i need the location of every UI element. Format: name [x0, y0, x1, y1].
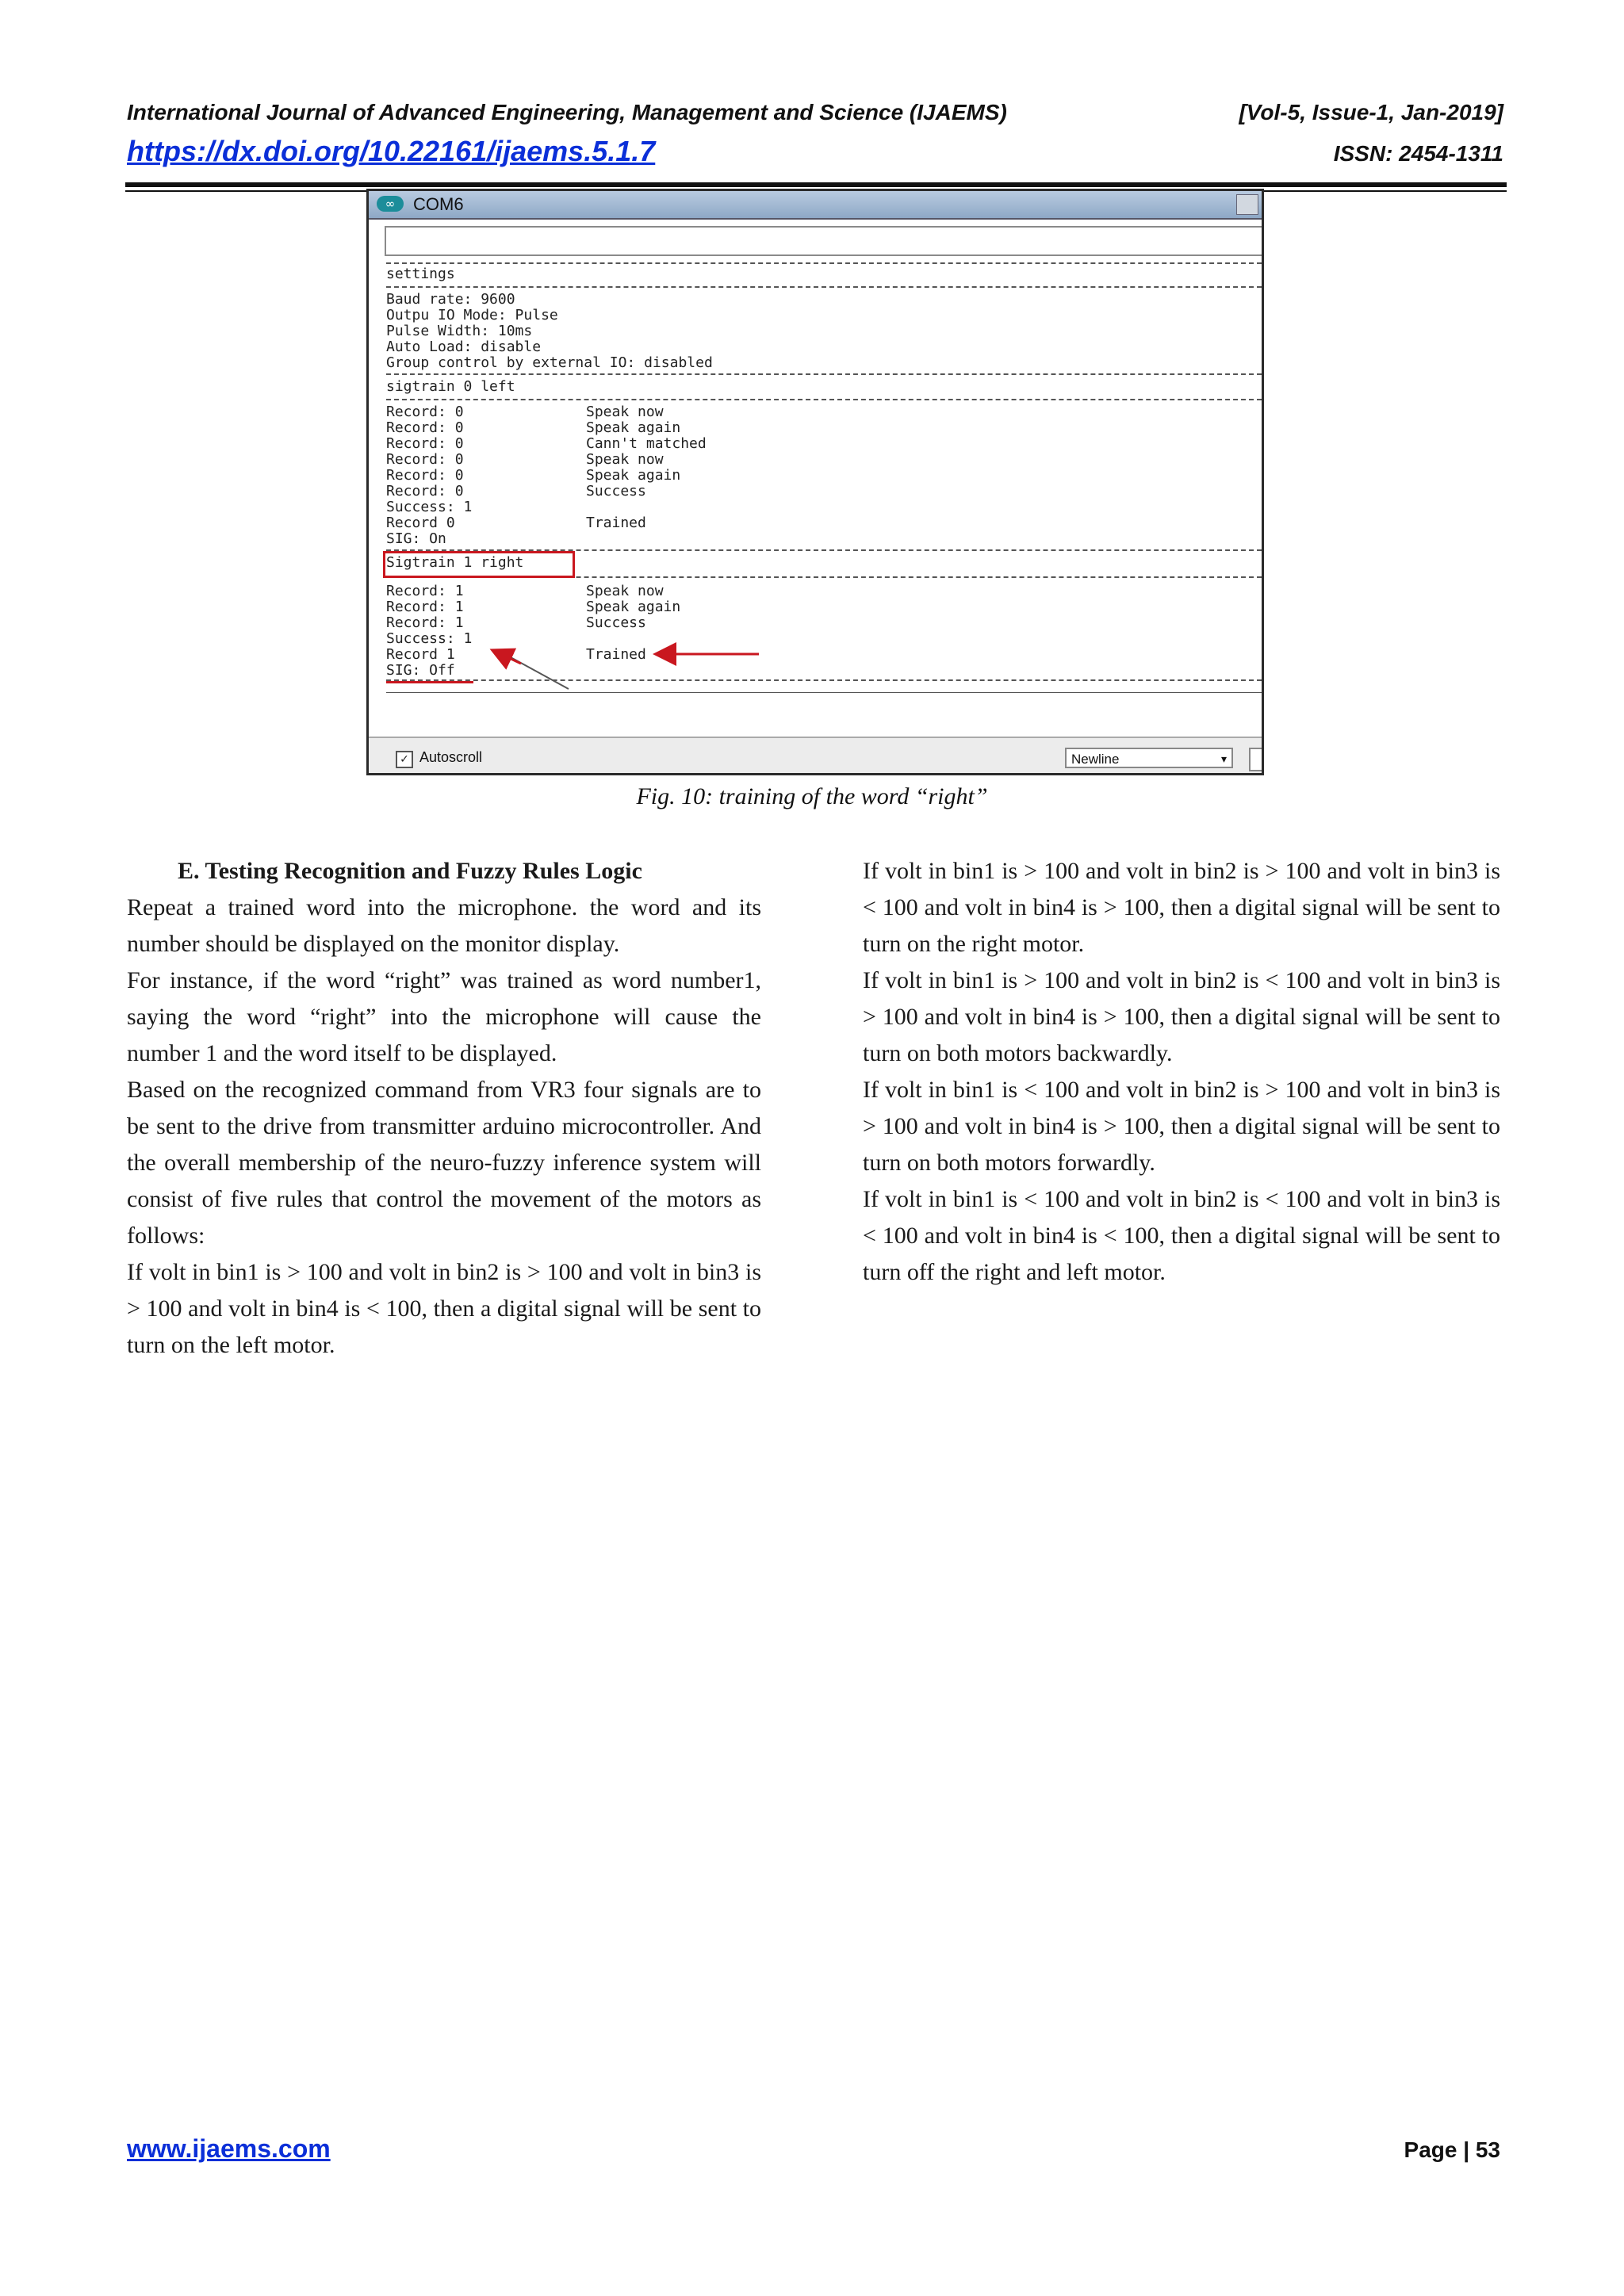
output-line: Success: 1	[386, 499, 473, 515]
output-line: Success: 1	[386, 630, 473, 647]
paragraph: Repeat a trained word into the microphone. the word and its number should be displayed on the monitor display.	[127, 894, 761, 957]
output-line: settings	[386, 266, 455, 282]
output-line: SIG: On	[386, 530, 446, 547]
output-line: Speak now	[586, 451, 664, 468]
output-line: Sigtrain 1 right	[386, 554, 524, 571]
window-titlebar	[369, 191, 1262, 220]
page-number: Page | 53	[1404, 2137, 1500, 2162]
chevron-down-icon: ▾	[1220, 753, 1227, 766]
arrow-to-record	[502, 652, 569, 689]
paragraph: For instance, if the word “right” was trained as word number1, saying the word “right” into the microphone will cause the number 1 and the word itself to be displayed.	[127, 967, 761, 1066]
output-line: Cann't matched	[586, 435, 707, 452]
serial-send-input	[385, 226, 1262, 256]
section-heading: E. Testing Recognition and Fuzzy Rules Logic	[178, 858, 642, 884]
paragraph: If volt in bin1 is < 100 and volt in bin2 is > 100 and volt in bin3 is > 100 and volt in bin4 is > 100, then a digital signal will be sent to turn on both motors forwardly.	[863, 1077, 1500, 1176]
window-title: COM6	[413, 194, 464, 214]
autoscroll-label: Autoscroll	[419, 749, 483, 765]
serial-output	[386, 261, 1262, 729]
doi-link[interactable]: https://dx.doi.org/10.22161/ijaems.5.1.7	[127, 135, 656, 167]
journal-title: International Journal of Advanced Engineering, Management and Science (IJAEMS)	[127, 100, 1007, 124]
output-line: Record: 0	[386, 483, 464, 499]
serial-monitor-screenshot	[366, 189, 1264, 775]
paragraph: Based on the recognized command from VR3 four signals are to be sent to the drive from transmitter arduino microcontroller. And the overall membership of the neuro-fuzzy inference system will consist of five rules that control the movement of the motors as follows:	[127, 1077, 761, 1249]
output-line: Record: 1	[386, 614, 464, 631]
output-line: Pulse Width: 10ms	[386, 323, 533, 339]
output-line: Speak now	[586, 583, 664, 599]
output-line: Outpu IO Mode: Pulse	[386, 307, 558, 323]
output-line: Record: 0	[386, 435, 464, 452]
output-line: Auto Load: disable	[386, 339, 542, 355]
window-control-icon	[1236, 194, 1258, 215]
footer-website-link[interactable]: www.ijaems.com	[127, 2134, 331, 2163]
output-line: Speak now	[586, 404, 664, 420]
annotation-arrows	[386, 261, 767, 705]
output-line: sigtrain 0 left	[386, 378, 515, 395]
issn: ISSN: 2454-1311	[1333, 141, 1503, 166]
volume-issue: [Vol-5, Issue-1, Jan-2019]	[1239, 100, 1503, 124]
header-rule	[125, 182, 1507, 187]
paragraph: If volt in bin1 is > 100 and volt in bin2 is < 100 and volt in bin3 is > 100 and volt in bin4 is > 100, then a digital signal will be sent to turn on both motors backwardly.	[863, 967, 1500, 1066]
output-line: Baud rate: 9600	[386, 291, 515, 308]
output-line: Group control by external IO: disabled	[386, 354, 713, 371]
paragraph: If volt in bin1 is > 100 and volt in bin2 is > 100 and volt in bin3 is > 100 and volt in bin4 is < 100, then a digital signal will be sent to turn on the left motor.	[127, 1259, 761, 1358]
output-line: Speak again	[586, 467, 681, 484]
line-ending-value: Newline	[1071, 752, 1120, 767]
output-line: Trained	[586, 515, 646, 531]
output-line: Speak again	[586, 419, 681, 436]
output-line: Success	[586, 614, 646, 631]
serial-monitor-footer	[369, 737, 1262, 775]
output-line: Record: 1	[386, 599, 464, 615]
arduino-logo-icon: ∞	[377, 196, 404, 212]
figure-caption: Fig. 10: training of the word “right”	[636, 783, 988, 809]
output-line: Record 1	[386, 646, 455, 663]
output-line: Record: 0	[386, 451, 464, 468]
output-line: Speak again	[586, 599, 681, 615]
right-column	[863, 853, 1500, 1291]
paragraph: If volt in bin1 is < 100 and volt in bin2 is < 100 and volt in bin3 is < 100 and volt in bin4 is < 100, then a digital signal will be sent to turn off the right and left motor.	[863, 1186, 1500, 1285]
output-line: Success	[586, 483, 646, 499]
output-line: Record: 0	[386, 404, 464, 420]
autoscroll-checkbox: ✓	[396, 751, 413, 768]
output-line: Record 0	[386, 515, 455, 531]
left-column	[127, 853, 761, 1364]
output-line: Trained	[586, 646, 646, 663]
output-line: Record: 0	[386, 467, 464, 484]
output-line: SIG: Off	[386, 662, 455, 679]
output-line: Record: 1	[386, 583, 464, 599]
paragraph: If volt in bin1 is > 100 and volt in bin2 is > 100 and volt in bin3 is < 100 and volt in bin4 is > 100, then a digital signal will be sent to turn on the right motor.	[863, 858, 1500, 957]
output-line: Record: 0	[386, 419, 464, 436]
line-ending-select	[1065, 748, 1233, 768]
baud-select-edge	[1249, 748, 1264, 771]
arrow-head-record	[494, 651, 521, 664]
